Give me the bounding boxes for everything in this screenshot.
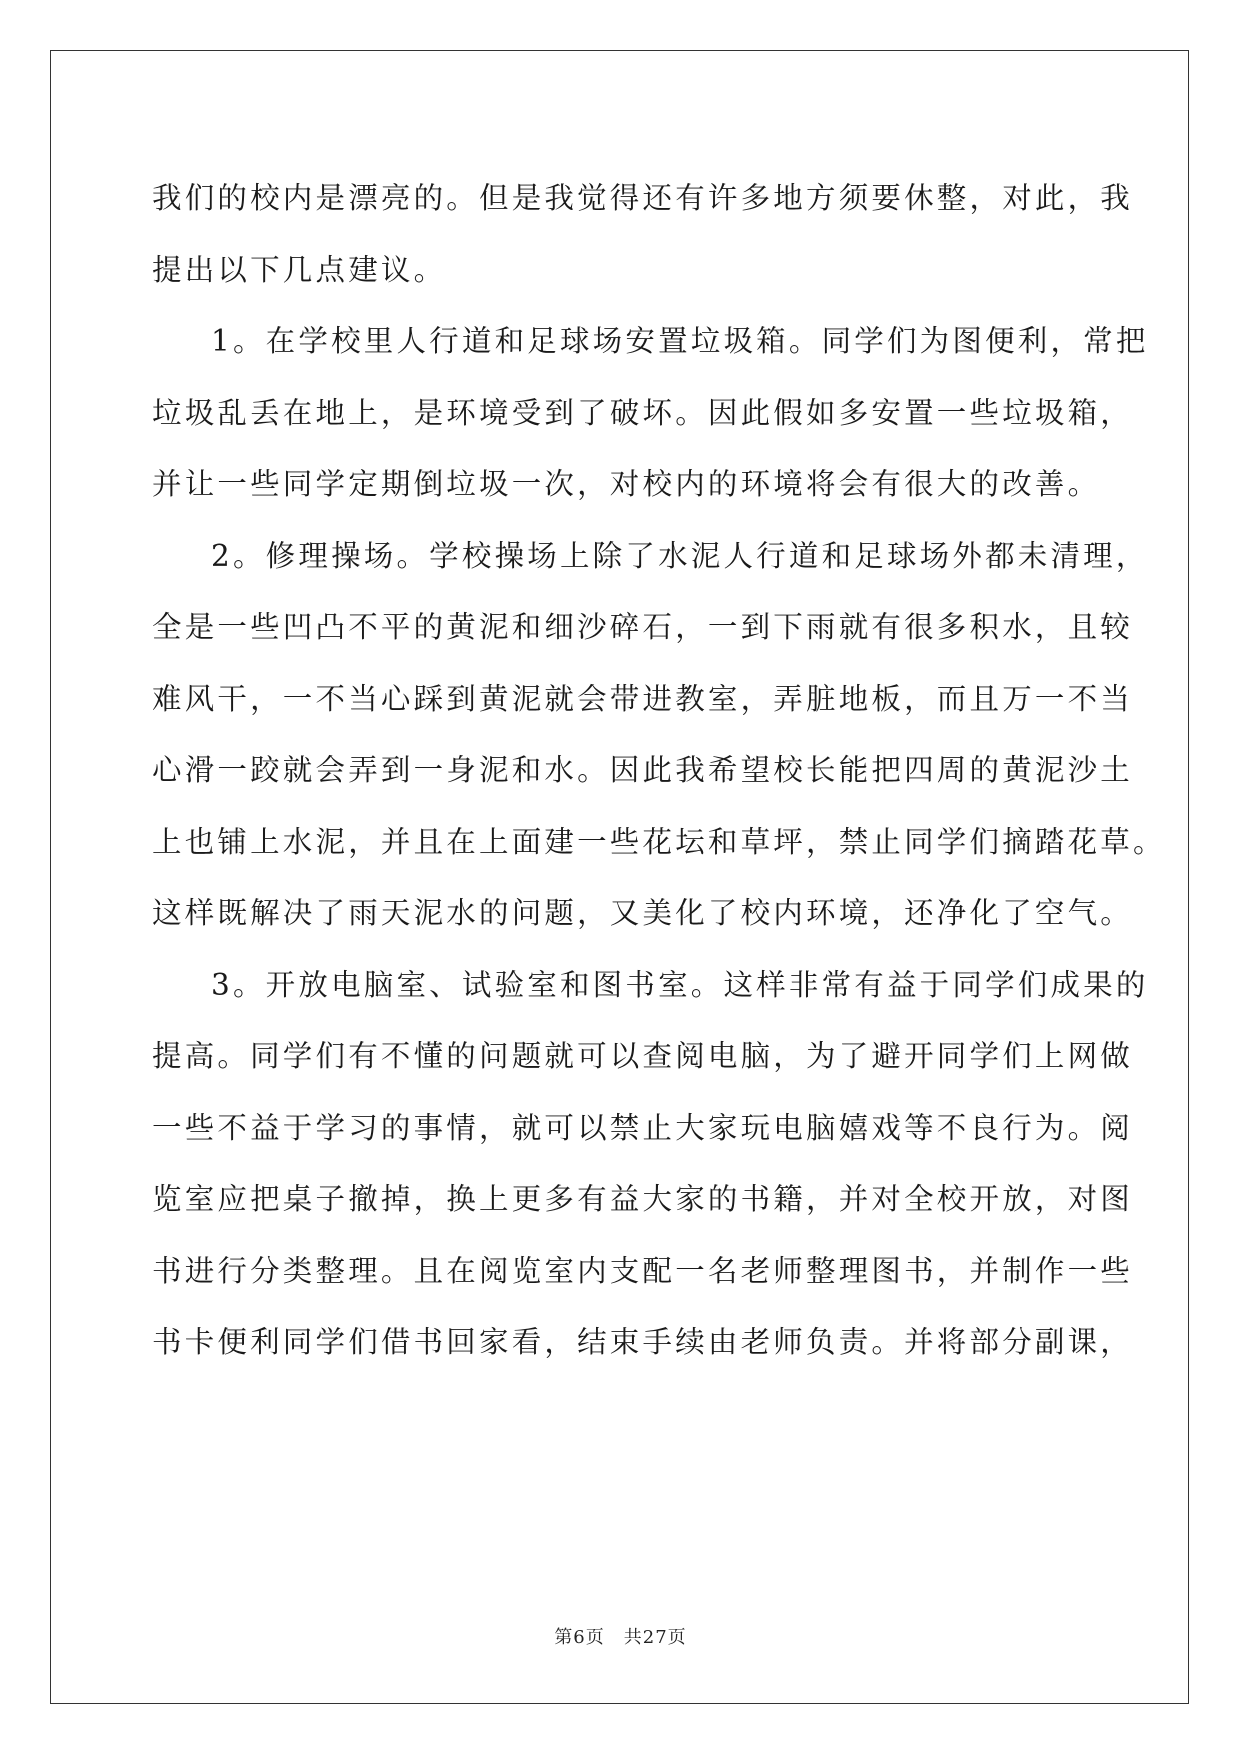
text-line: 1。在学校里人行道和足球场安置垃圾箱。同学们为图便利，常把	[211, 324, 1149, 358]
text-line: 并让一些同学定期倒垃圾一次，对校内的环境将会有很大的改善。	[152, 467, 1101, 501]
text-line: 3。开放电脑室、试验室和图书室。这样非常有益于同学们成果的	[211, 967, 1149, 1002]
text-line: 书卡便利同学们借书回家看，结束手续由老师负责。并将部分副课，	[152, 1325, 1134, 1359]
text-line: 我们的校内是漂亮的。但是我觉得还有许多地方须要休整，对此，我	[152, 181, 1134, 215]
page-number-footer: 第6页 共27页	[554, 1627, 687, 1648]
text-line: 心滑一跤就会弄到一身泥和水。因此我希望校长能把四周的黄泥沙土	[152, 753, 1134, 787]
text-line: 2。修理操场。学校操场上除了水泥人行道和足球场外都未清理，	[211, 538, 1149, 573]
text-line: 一些不益于学习的事情，就可以禁止大家玩电脑嬉戏等不良行为。阅	[152, 1110, 1134, 1145]
text-line: 垃圾乱丢在地上，是环境受到了破坏。因此假如多安置一些垃圾箱，	[152, 395, 1134, 430]
document-body	[152, 163, 1166, 1379]
text-line: 书进行分类整理。且在阅览室内支配一名老师整理图书，并制作一些	[152, 1253, 1134, 1288]
text-line: 上也铺上水泥，并且在上面建一些花坛和草坪，禁止同学们摘踏花草。	[152, 824, 1166, 859]
text-line: 提出以下几点建议。	[152, 252, 447, 287]
text-line: 难风干，一不当心踩到黄泥就会带进教室，弄脏地板，而且万一不当	[152, 681, 1134, 716]
text-line: 全是一些凹凸不平的黄泥和细沙碎石，一到下雨就有很多积水，且较	[152, 610, 1134, 644]
text-line: 这样既解决了雨天泥水的问题，又美化了校内环境，还净化了空气。	[152, 896, 1134, 930]
text-line: 提高。同学们有不懂的问题就可以查阅电脑，为了避开同学们上网做	[152, 1039, 1134, 1073]
text-line: 览室应把桌子撤掉，换上更多有益大家的书籍，并对全校开放，对图	[152, 1182, 1134, 1216]
